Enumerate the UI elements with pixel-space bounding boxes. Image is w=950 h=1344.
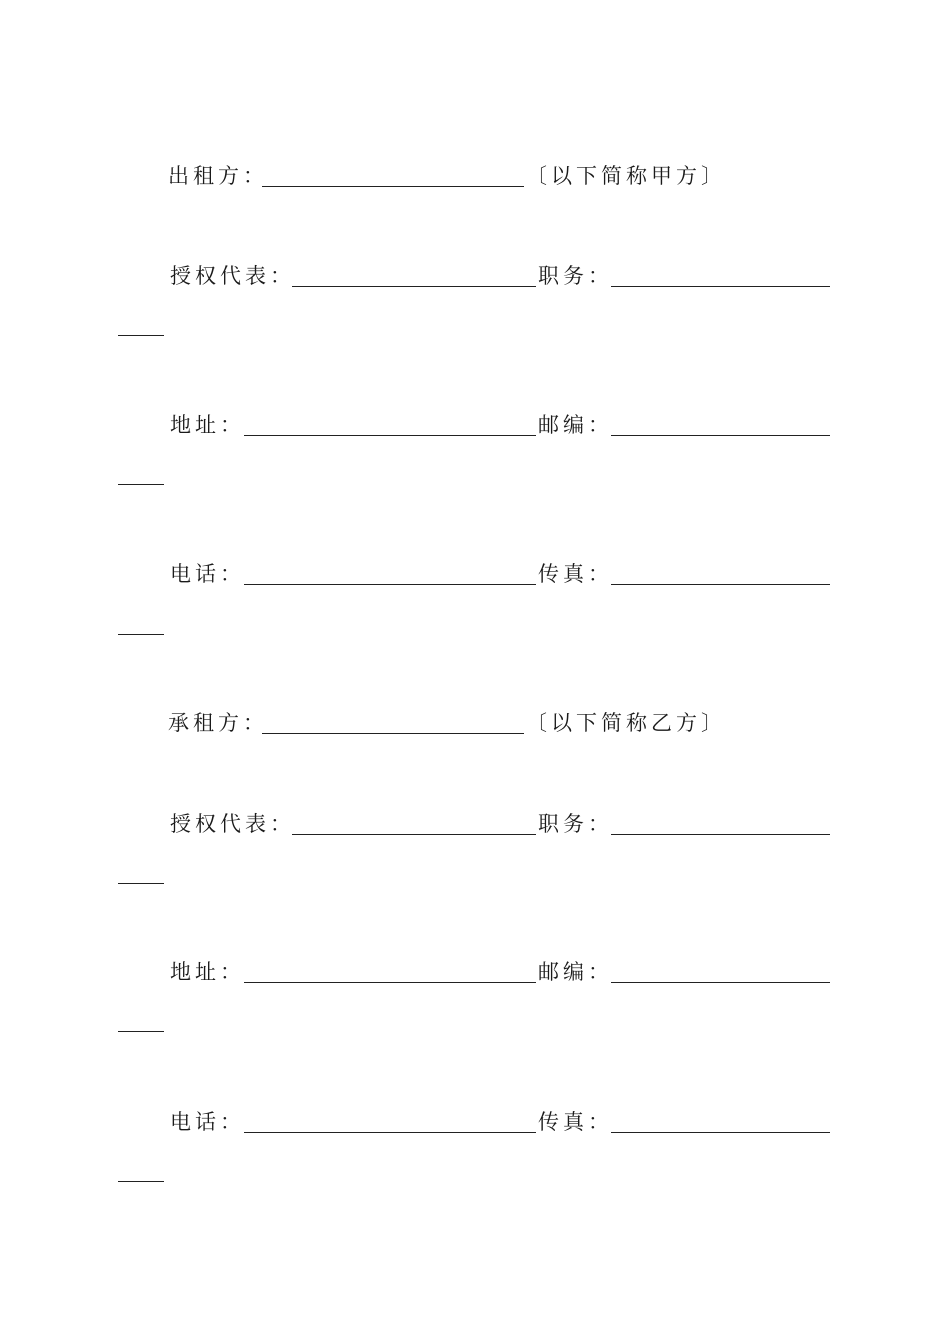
lessee-fax-blank-continued[interactable] <box>118 1181 164 1182</box>
lessor-phone-blank[interactable] <box>244 584 536 585</box>
lessor-fax-blank-continued[interactable] <box>118 634 164 635</box>
lessee-phone-label: 电话： <box>170 1110 245 1134</box>
lessor-fax-label: 传真： <box>538 562 613 586</box>
lessee-rep-label: 授权代表： <box>170 812 295 836</box>
lessee-label: 承租方： <box>168 711 268 735</box>
lessor-phone-label: 电话： <box>170 562 245 586</box>
lessor-address-blank[interactable] <box>244 435 536 436</box>
lessee-rep-blank[interactable] <box>292 834 536 835</box>
lessor-title-label: 职务： <box>538 264 613 288</box>
lessor-address-label: 地址： <box>170 413 245 437</box>
lessee-fax-label: 传真： <box>538 1110 613 1134</box>
lessee-zip-blank-continued[interactable] <box>118 1031 164 1032</box>
lessor-zip-label: 邮编： <box>538 413 613 437</box>
lessor-name-blank[interactable] <box>262 186 524 187</box>
lessee-suffix: 〔以下简称乙方〕 <box>526 711 726 735</box>
lessor-label: 出租方： <box>168 164 268 188</box>
lessee-zip-blank[interactable] <box>611 982 830 983</box>
lessor-zip-blank[interactable] <box>611 435 830 436</box>
lessee-fax-blank[interactable] <box>611 1132 830 1133</box>
lessee-address-label: 地址： <box>170 960 245 984</box>
lessee-phone-blank[interactable] <box>244 1132 536 1133</box>
lessee-title-label: 职务： <box>538 812 613 836</box>
lessee-title-blank[interactable] <box>611 834 830 835</box>
lessor-title-blank-continued[interactable] <box>118 335 164 336</box>
lessee-name-blank[interactable] <box>262 733 524 734</box>
lessor-zip-blank-continued[interactable] <box>118 484 164 485</box>
lessor-suffix: 〔以下简称甲方〕 <box>526 164 726 188</box>
lessee-address-blank[interactable] <box>244 982 536 983</box>
lessor-fax-blank[interactable] <box>611 584 830 585</box>
lessor-rep-blank[interactable] <box>292 286 536 287</box>
lessee-zip-label: 邮编： <box>538 960 613 984</box>
lessor-rep-label: 授权代表： <box>170 264 295 288</box>
lessee-title-blank-continued[interactable] <box>118 883 164 884</box>
lessor-title-blank[interactable] <box>611 286 830 287</box>
